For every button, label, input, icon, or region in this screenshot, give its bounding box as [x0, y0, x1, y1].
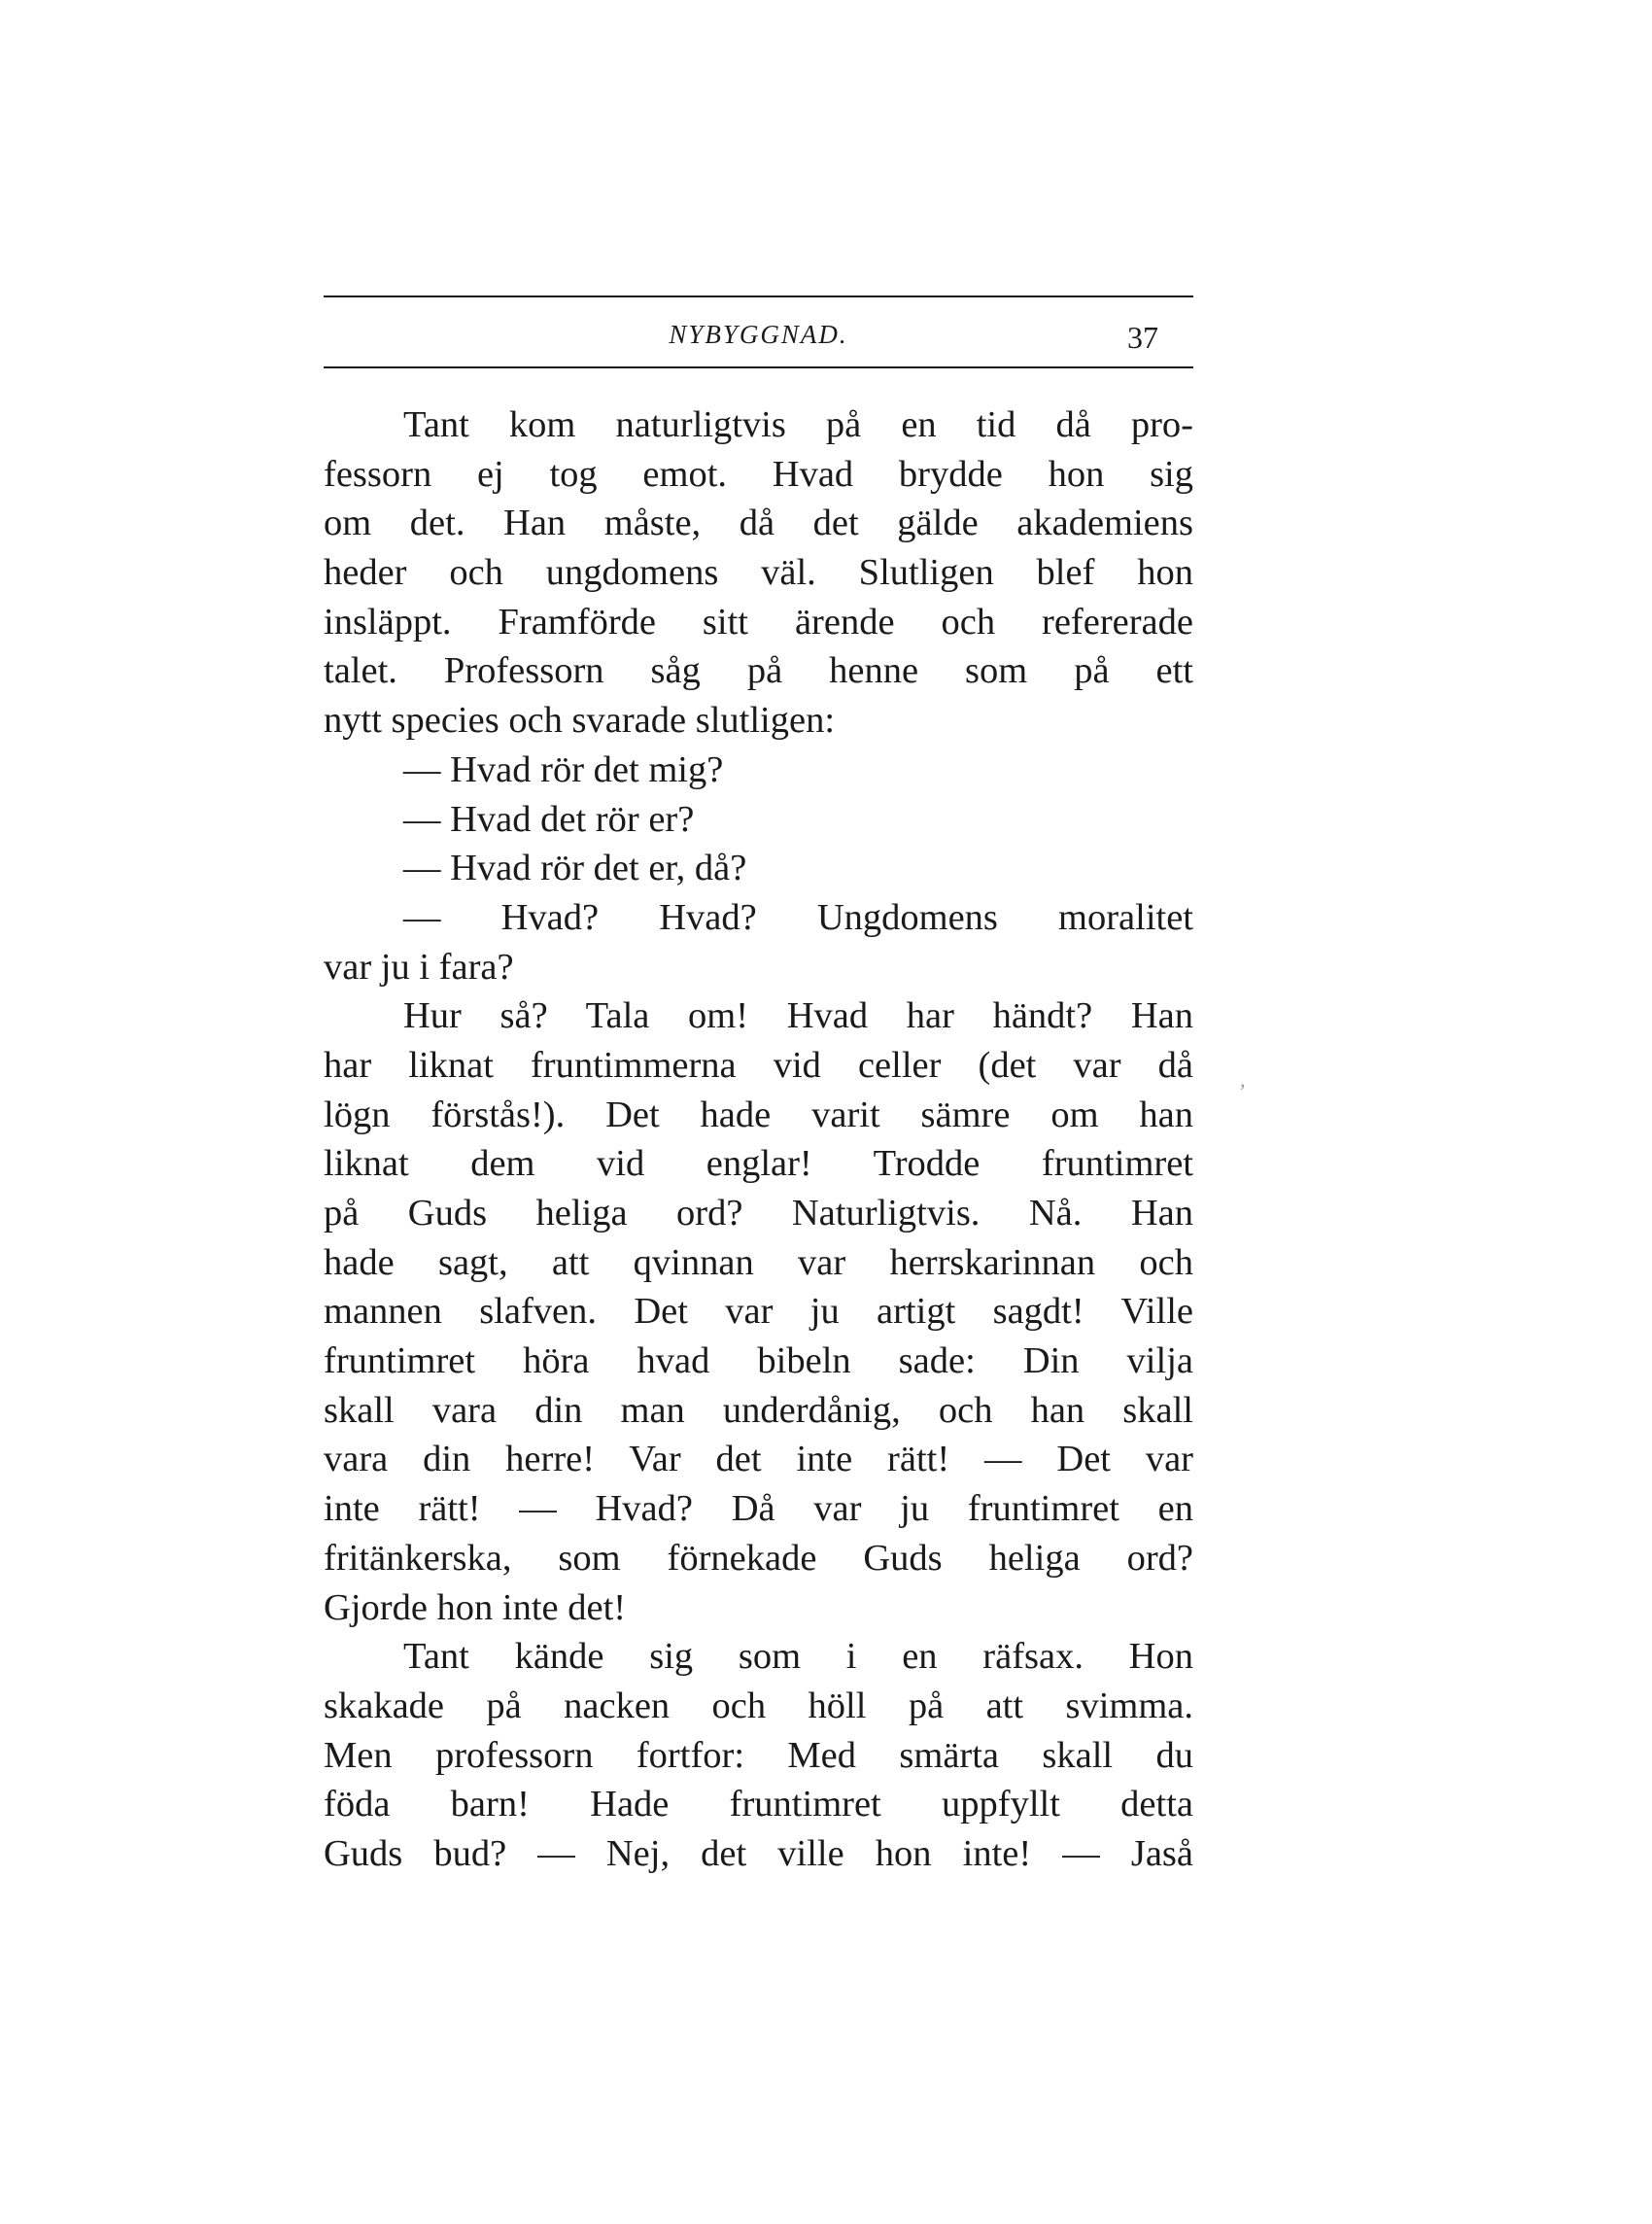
- text-line: inte rätt! — Hvad? Då var ju fruntimret en: [324, 1488, 1193, 1530]
- page-header: [324, 293, 1193, 372]
- text-line: var ju i fara?: [324, 946, 514, 988]
- text-line: Tant kom naturligtvis på en tid då pro-: [403, 404, 1193, 445]
- text-line: Hur så? Tala om! Hvad har händt? Han: [403, 995, 1193, 1037]
- text-line: Tant kände sig som i en räfsax. Hon: [403, 1636, 1193, 1678]
- text-line: — Hvad det rör er?: [403, 798, 695, 840]
- text-line: — Hvad? Hvad? Ungdomens moralitet: [403, 896, 1193, 938]
- text-line: nytt species och svarade slutligen:: [324, 700, 836, 742]
- text-line: liknat dem vid englar! Trodde fruntimret: [324, 1143, 1193, 1185]
- text-line: fessorn ej tog emot. Hvad brydde hon sig: [324, 453, 1193, 495]
- text-line: hade sagt, att qvinnan var herrskarinnan och: [324, 1241, 1193, 1283]
- header-top-rule: [324, 295, 1193, 297]
- page-number: 37: [1127, 320, 1158, 355]
- header-bottom-rule: [324, 366, 1193, 368]
- text-line: fruntimret höra hvad bibeln sade: Din vilja: [324, 1340, 1193, 1382]
- text-line: mannen slafven. Det var ju artigt sagdt! Ville: [324, 1291, 1193, 1333]
- text-line: heder och ungdomens väl. Slutligen blef hon: [324, 552, 1193, 594]
- text-line: lögn förstås!). Det hade varit sämre om han: [324, 1094, 1193, 1135]
- text-line: fritänkerska, som förnekade Guds heliga ord?: [324, 1537, 1193, 1579]
- text-line: Guds bud? — Nej, det ville hon inte! — Jaså: [324, 1832, 1193, 1874]
- text-line: talet. Professorn såg på henne som på ett: [324, 650, 1193, 692]
- text-line: Gjorde hon inte det!: [324, 1586, 627, 1628]
- text-line: vara din herre! Var det inte rätt! — Det var: [324, 1439, 1193, 1480]
- text-line: på Guds heliga ord? Naturligtvis. Nå. Han: [324, 1193, 1193, 1234]
- body-text: [324, 400, 1193, 1879]
- text-line: skall vara din man underdånig, och han skall: [324, 1389, 1193, 1431]
- text-line: om det. Han måste, då det gälde akademiens: [324, 503, 1193, 544]
- text-line: — Hvad rör det er, då?: [403, 848, 747, 889]
- text-line: Men professorn fortfor: Med smärta skall du: [324, 1734, 1193, 1776]
- running-title: NYBYGGNAD.: [669, 320, 848, 349]
- text-line: insläppt. Framförde sitt ärende och refererade: [324, 601, 1193, 643]
- margin-speck: ,: [1240, 1067, 1246, 1092]
- text-line: skakade på nacken och höll på att svimma.: [324, 1685, 1193, 1726]
- text-line: — Hvad rör det mig?: [403, 748, 724, 790]
- text-line: har liknat fruntimmerna vid celler (det var då: [324, 1044, 1193, 1086]
- text-line: föda barn! Hade fruntimret uppfyllt detta: [324, 1784, 1193, 1825]
